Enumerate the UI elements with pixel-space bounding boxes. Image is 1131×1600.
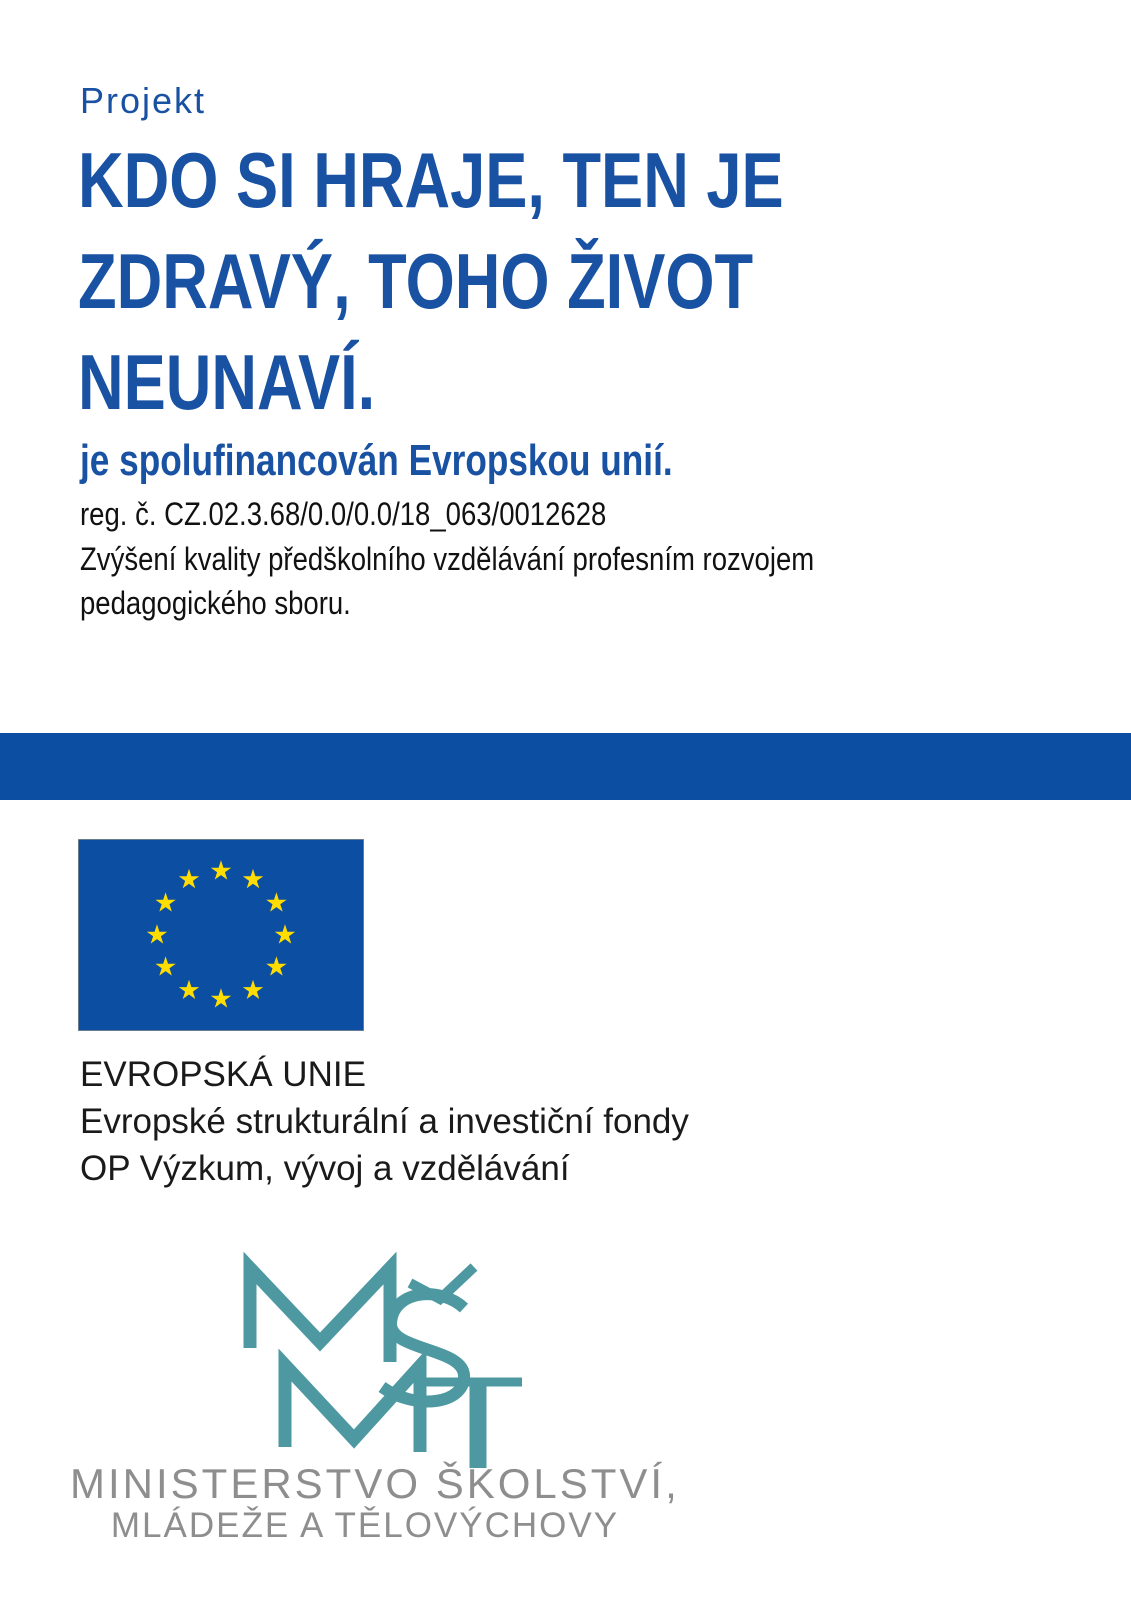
eu-line-union: EVROPSKÁ UNIE bbox=[80, 1055, 366, 1094]
project-title-line-2: ZDRAVÝ, TOHO ŽIVOT bbox=[78, 237, 754, 325]
eu-line-op: OP Výzkum, vývoj a vzdělávání bbox=[80, 1149, 570, 1188]
project-title bbox=[78, 130, 784, 433]
ministry-name-block bbox=[70, 1460, 680, 1546]
cofinancing-subtitle: je spolufinancován Evropskou unií. bbox=[80, 436, 673, 485]
eu-text-block bbox=[80, 1051, 689, 1192]
project-title-line-1: KDO SI HRAJE, TEN JE bbox=[78, 136, 784, 224]
eu-line-funds: Evropské strukturální a investiční fondy bbox=[80, 1102, 689, 1141]
eu-flag-icon bbox=[78, 839, 364, 1031]
registration-number: reg. č. CZ.02.3.68/0.0/0.0/18_063/0012628 bbox=[80, 496, 607, 532]
divider-bar bbox=[0, 733, 1131, 800]
project-kicker: Projekt bbox=[80, 80, 207, 121]
ministry-name-line-1: MINISTERSTVO ŠKOLSTVÍ, bbox=[70, 1460, 680, 1507]
msmt-logo-icon bbox=[210, 1238, 522, 1468]
project-title-line-3: NEUNAVÍ. bbox=[78, 338, 376, 426]
ministry-name-line-2: MLÁDEŽE A TĚLOVÝCHOVY bbox=[110, 1506, 620, 1545]
project-description: Zvýšení kvality předškolního vzdělávání profesním rozvojem pedagogického sboru. bbox=[80, 541, 815, 621]
